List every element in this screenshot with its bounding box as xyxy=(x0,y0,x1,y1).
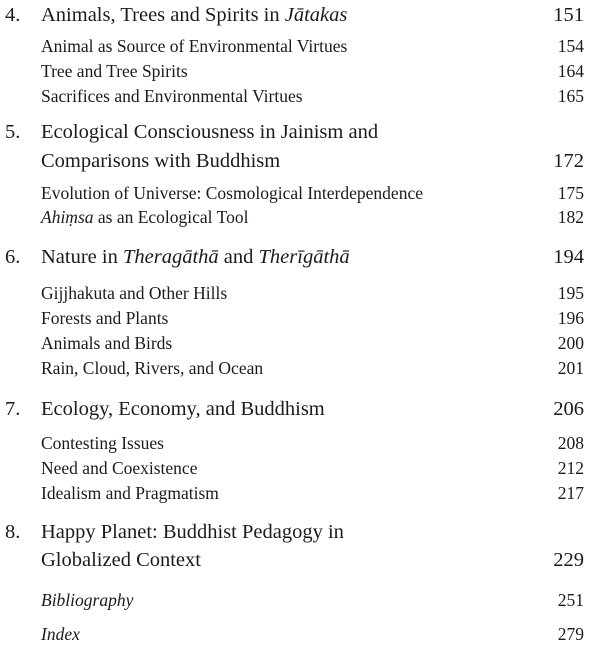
section-page: 175 xyxy=(557,183,584,203)
section-page: 217 xyxy=(557,483,584,503)
section-page: 182 xyxy=(557,207,584,227)
chapter-title: Animals, Trees and Spirits in Jātakas xyxy=(41,4,348,26)
section-title: Ahiṃsa as an Ecological Tool xyxy=(41,207,249,227)
section-title: Animal as Source of Environmental Virtues xyxy=(41,36,348,56)
section-page: 164 xyxy=(557,61,584,81)
section-title: Evolution of Universe: Cosmological Interdependence xyxy=(41,183,423,203)
chapter-page: 172 xyxy=(553,150,584,172)
chapter-number: 8. xyxy=(5,521,21,543)
chapter-title-line-2: Comparisons with Buddhism xyxy=(41,150,281,172)
chapter-page: 151 xyxy=(553,4,584,26)
section-title: Rain, Cloud, Rivers, and Ocean xyxy=(41,358,264,378)
section-title: Need and Coexistence xyxy=(41,458,198,478)
chapter-number: 4. xyxy=(5,4,21,26)
chapter-number: 5. xyxy=(5,121,21,143)
section-title: Idealism and Pragmatism xyxy=(41,483,219,503)
section-page: 195 xyxy=(557,283,584,303)
section-title: Animals and Birds xyxy=(41,333,173,353)
chapter-number: 7. xyxy=(5,398,21,420)
back-matter-title: Index xyxy=(41,624,80,644)
chapter-title-line-1: Ecological Consciousness in Jainism and xyxy=(41,121,379,143)
section-page: 165 xyxy=(557,86,584,106)
chapter-page: 229 xyxy=(553,549,584,571)
section-title: Contesting Issues xyxy=(41,433,164,453)
chapter-title-line-1: Happy Planet: Buddhist Pedagogy in xyxy=(41,521,344,543)
back-matter-title: Bibliography xyxy=(41,590,134,610)
section-page: 200 xyxy=(557,333,584,353)
section-title: Forests and Plants xyxy=(41,308,169,328)
chapter-title-line-2: Globalized Context xyxy=(41,549,201,571)
back-matter-page: 251 xyxy=(557,590,584,610)
section-title: Gijjhakuta and Other Hills xyxy=(41,283,228,303)
back-matter-page: 279 xyxy=(557,624,584,644)
section-page: 201 xyxy=(557,358,584,378)
chapter-page: 194 xyxy=(553,246,584,268)
chapter-number: 6. xyxy=(5,246,21,268)
chapter-title: Nature in Theragāthā and Therīgāthā xyxy=(41,246,350,268)
chapter-title: Ecology, Economy, and Buddhism xyxy=(41,398,325,420)
section-page: 196 xyxy=(557,308,584,328)
section-page: 208 xyxy=(557,433,584,453)
section-title: Tree and Tree Spirits xyxy=(41,61,188,81)
chapter-page: 206 xyxy=(553,398,584,420)
section-title: Sacrifices and Environmental Virtues xyxy=(41,86,303,106)
section-page: 212 xyxy=(557,458,584,478)
section-page: 154 xyxy=(557,36,584,56)
